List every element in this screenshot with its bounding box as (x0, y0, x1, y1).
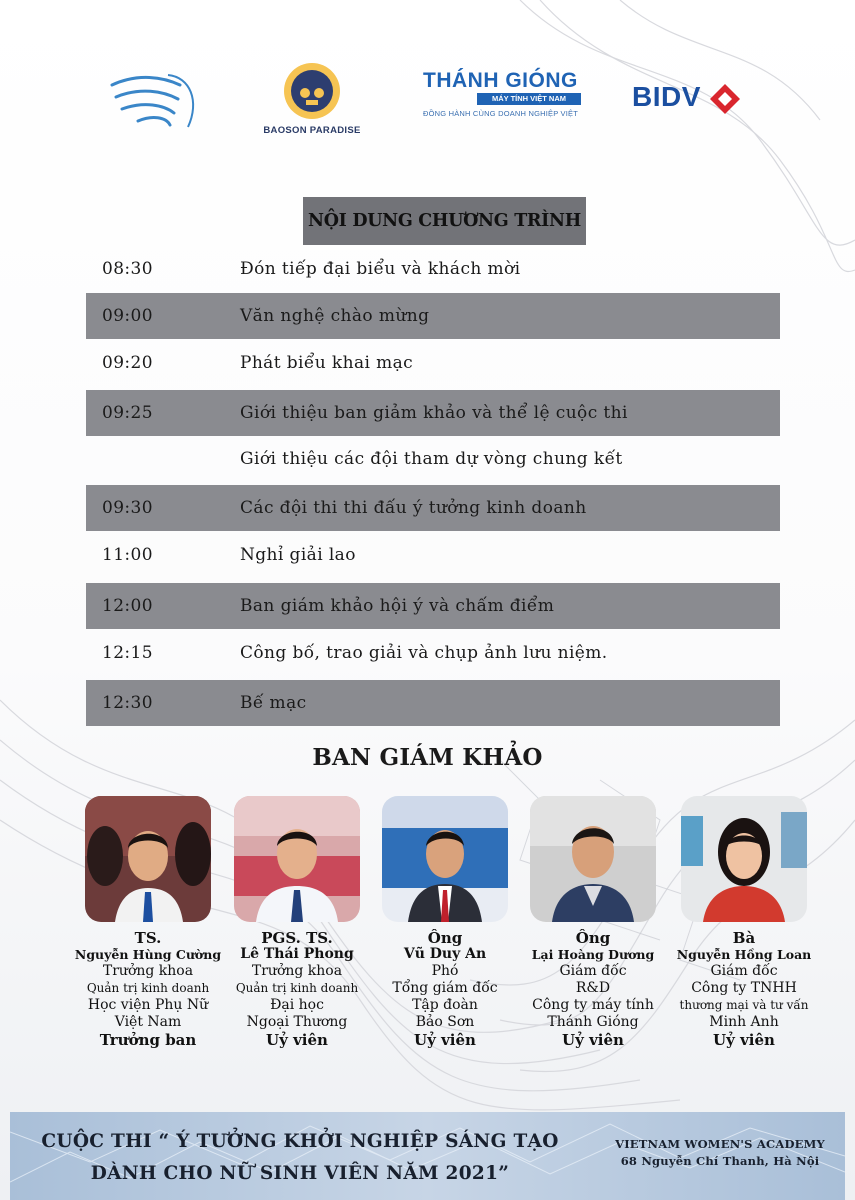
program-row (86, 390, 780, 436)
judge-name: Nguyễn Hồng Loan (676, 947, 812, 962)
judge-role: Trưởng ban (99, 1031, 197, 1049)
judge-role: Uỷ viên (562, 1031, 624, 1049)
judge-role: Uỷ viên (266, 1031, 328, 1049)
judge-detail: Thánh Gióng (547, 1014, 639, 1030)
judge-detail: thương mại và tư vấn (679, 998, 809, 1012)
judge-card (370, 930, 520, 1049)
program-time: 12:30 (102, 693, 153, 713)
footer-banner (10, 1112, 845, 1200)
program-row (86, 340, 780, 386)
baoson-paradise-logo (262, 59, 362, 141)
judge-name: Lê Thái Phong (240, 946, 354, 962)
program-event: Nghỉ giải lao (240, 545, 356, 565)
judge-photo (382, 796, 508, 922)
program-event: Ban giám khảo hội ý và chấm điểm (240, 596, 555, 616)
program-event: Đón tiếp đại biểu và khách mời (240, 259, 521, 279)
sponsor-logos (0, 55, 855, 145)
judge-detail: Bảo Sơn (415, 1014, 475, 1030)
bidv-logo (632, 81, 752, 117)
contest-line-1: CUỘC THI “ Ý TƯỞNG KHỞI NGHIỆP SÁNG TẠO (41, 1131, 559, 1152)
contest-name (30, 1126, 570, 1190)
judge-honorific: TS. (134, 929, 162, 947)
judge-role: Uỷ viên (414, 1031, 476, 1049)
judge-detail: Tập đoàn (412, 997, 478, 1013)
program-event: Công bố, trao giải và chụp ảnh lưu niệm. (240, 643, 608, 663)
program-time: 09:30 (102, 498, 153, 518)
judge-detail: Trưởng khoa (102, 963, 194, 979)
bidv-wordmark: BIDV (632, 81, 701, 112)
judge-honorific: Bà (732, 929, 756, 947)
program-time: 12:00 (102, 596, 153, 616)
judge-honorific: Ông (575, 929, 611, 947)
program-event: Các đội thi thi đấu ý tưởng kinh doanh (240, 498, 587, 518)
bidv-diamond-icon (709, 83, 741, 115)
judge-card (73, 930, 223, 1049)
program-time: 09:25 (102, 403, 153, 423)
judge-detail: Công ty máy tính (532, 997, 654, 1013)
program-row (86, 630, 780, 676)
program-row (86, 532, 780, 578)
program-row (86, 485, 780, 531)
program-row (86, 436, 780, 482)
judge-detail: Minh Anh (709, 1014, 779, 1030)
thanh-giong-subtitle: MÁY TÍNH VIỆT NAM (477, 93, 581, 105)
program-time: 09:00 (102, 306, 153, 326)
judge-name: Vũ Duy An (403, 946, 487, 962)
judge-detail: Giám đốc (559, 963, 627, 979)
program-event: Giới thiệu các đội tham dự vòng chung kết (240, 449, 623, 469)
organizer-name: VIETNAM WOMEN'S ACADEMY (615, 1137, 825, 1151)
judge-name: Nguyễn Hùng Cường (74, 947, 222, 962)
program-event: Giới thiệu ban giảm khảo và thể lệ cuộc thi (240, 403, 628, 423)
baoson-caption: BAOSON PARADISE (263, 125, 361, 136)
program-title: NỘI DUNG CHƯƠNG TRÌNH (303, 197, 586, 245)
judge-detail: Học viện Phụ Nữ (87, 997, 209, 1013)
judge-detail: Đại học (270, 997, 324, 1013)
judge-photo (234, 796, 360, 922)
judge-photo (530, 796, 656, 922)
program-event: Phát biểu khai mạc (240, 353, 414, 373)
judge-detail: Tổng giám đốc (392, 980, 498, 996)
thanh-giong-logo (415, 69, 585, 129)
thanh-giong-slogan: ĐỒNG HÀNH CÙNG DOANH NGHIỆP VIỆT (423, 109, 579, 118)
judge-detail: Giám đốc (710, 963, 778, 979)
program-row (86, 246, 780, 292)
program-event: Bế mạc (240, 693, 307, 713)
judge-detail: Công ty TNHH (691, 980, 797, 996)
judge-honorific: PGS. TS. (261, 929, 333, 947)
judge-detail: Quản trị kinh doanh (235, 981, 359, 995)
judge-name: Lại Hoàng Dương (531, 947, 655, 962)
judge-detail: Trưởng khoa (251, 963, 343, 979)
jury-title: BAN GIÁM KHẢO (312, 744, 543, 771)
program-event: Văn nghệ chào mừng (240, 306, 430, 326)
judge-detail: Quản trị kinh doanh (86, 981, 210, 995)
judge-detail: Ngoại Thương (246, 1014, 348, 1030)
judge-card (669, 930, 819, 1049)
judge-detail: R&D (575, 980, 611, 996)
judge-photo (681, 796, 807, 922)
program-row (86, 583, 780, 629)
judge-card (518, 930, 668, 1049)
vietnam-womens-academy-logo (108, 55, 208, 140)
organizer-info (600, 1136, 840, 1170)
judge-role: Uỷ viên (713, 1031, 775, 1049)
judge-photo (85, 796, 211, 922)
program-time: 11:00 (102, 545, 153, 565)
program-time: 09:20 (102, 353, 153, 373)
organizer-address: 68 Nguyễn Chí Thanh, Hà Nội (620, 1154, 820, 1168)
judge-honorific: Ông (427, 929, 463, 947)
thanh-giong-name: THÁNH GIÓNG (423, 69, 578, 92)
judge-detail: Phó (431, 963, 459, 979)
program-time: 12:15 (102, 643, 153, 663)
contest-line-2: DÀNH CHO NỮ SINH VIÊN NĂM 2021” (90, 1163, 510, 1184)
program-row (86, 293, 780, 339)
judge-detail: Việt Nam (114, 1014, 182, 1030)
program-row (86, 680, 780, 726)
judge-card (222, 930, 372, 1049)
program-time: 08:30 (102, 259, 153, 279)
